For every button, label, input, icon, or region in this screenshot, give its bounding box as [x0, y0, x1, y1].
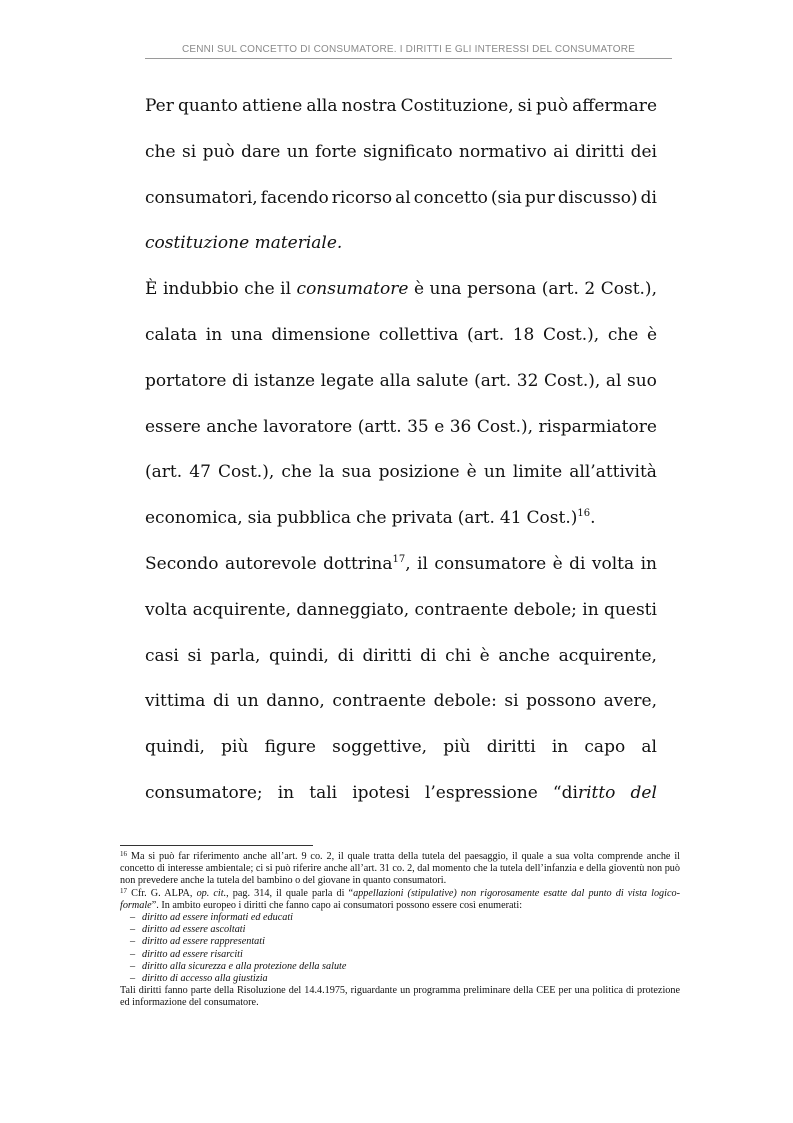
word: chi [445, 645, 472, 666]
body-line-1 [145, 84, 657, 130]
word: di [337, 645, 354, 666]
word: il [417, 553, 428, 574]
rights-list [120, 912, 680, 985]
footnote-number: 17 [120, 886, 127, 895]
word: consumatore; [145, 782, 263, 803]
list-item: – diritto alla sicurezza e alla protezione della salute [130, 960, 347, 972]
word: dottrina [323, 553, 393, 574]
word: significato [363, 141, 453, 162]
list-item: – diritto ad essere ascoltati [130, 924, 246, 936]
word: 36 [449, 416, 472, 437]
body-text [145, 84, 657, 817]
comma: , [405, 553, 411, 574]
word: acquirente, [558, 645, 657, 666]
footnote-prefix: Cfr. G. ALPA, [131, 887, 197, 899]
word: può [202, 141, 235, 162]
word: più [221, 737, 249, 758]
word: “di [552, 782, 578, 803]
word: all’attività [569, 462, 657, 483]
body-line-5 [145, 267, 657, 313]
word: ipotesi [352, 782, 410, 803]
footnote-separator [120, 845, 313, 846]
word: pubblica [276, 508, 352, 529]
word: è [413, 279, 425, 300]
word: Costituzione, [400, 96, 514, 116]
word: dare [241, 141, 281, 162]
word: può [536, 96, 569, 116]
body-line-9 [145, 450, 657, 496]
word: privata [391, 508, 453, 529]
word: una [230, 324, 263, 345]
running-header: CENNI SUL CONCETTO DI CONSUMATORE. I DIRITTI E GLI INTERESSI DEL CONSUMATORE [181, 44, 636, 55]
list-item-text: diritto alla sicurezza e alla protezione della salute [142, 960, 347, 972]
quoted-term [553, 771, 615, 817]
word: tali [309, 782, 338, 803]
footnote-mid: , pag. 314, il quale parla di “ [226, 887, 354, 899]
word: si [517, 96, 532, 116]
word: normativo [459, 141, 547, 162]
body-line-16 [145, 771, 657, 817]
footnote-after: ”. In ambito europeo i diritti che fanno capo ai consumatori possono essere così enumerati: [151, 899, 523, 911]
word: acquirente, [192, 599, 291, 620]
word: concetto [413, 187, 488, 208]
word: È [145, 279, 158, 300]
word: volta [145, 599, 188, 620]
word: forte [315, 141, 357, 162]
list-item-text: diritto ad essere rappresentati [142, 936, 265, 948]
body-line-12 [145, 588, 657, 634]
word: 32 [516, 370, 539, 391]
word: questi [604, 599, 657, 620]
word: 47 [189, 462, 211, 483]
word: autorevole [224, 553, 317, 574]
list-item: – diritto ad essere informati ed educati [130, 912, 294, 924]
footnotes [120, 851, 680, 1010]
word: che [607, 324, 639, 345]
footnote-closing: Tali diritti fanno parte della Risoluzione del 14.4.1975, riguardante un programma preliminare della CEE per una politica di protezione ed informazione del consumatore. [120, 985, 680, 1009]
word: anche [206, 416, 258, 437]
word: al [395, 187, 411, 208]
word: di [569, 553, 586, 574]
footnote-quote: appellazioni (stipulative) non rigorosamente esatte dal punto di vista logico-formale [120, 887, 680, 911]
word: in [551, 737, 569, 758]
word: è [466, 462, 477, 483]
word: quindi, [145, 737, 205, 758]
word: ai [553, 141, 569, 162]
word: in [640, 553, 657, 574]
word: il [280, 279, 292, 300]
list-item: – diritto di accesso alla giustizia [130, 973, 268, 985]
word: persona [467, 279, 537, 300]
body-line-13 [145, 634, 657, 680]
word: parla, [210, 645, 261, 666]
body-line-2 [145, 130, 657, 176]
footnote-number: 16 [120, 850, 127, 858]
word: si [187, 645, 202, 666]
word: l’espressione [424, 782, 538, 803]
word: (artt. [357, 416, 402, 437]
word: un [236, 691, 259, 712]
word: (art. [541, 279, 579, 300]
word: pur [524, 187, 555, 208]
word: Cost.), [544, 370, 601, 391]
word: figure [264, 737, 316, 758]
word: di [420, 645, 437, 666]
italic-term: costituzione materiale. [145, 233, 343, 254]
body-line-14 [145, 679, 657, 725]
list-item-text: diritto ad essere informati ed educati [142, 912, 294, 924]
word: che [281, 462, 312, 483]
word: Cost.), [218, 462, 275, 483]
footnote-text: Ma si può far riferimento anche all’art. 9 co. 2, il quale tratta della tutela del paesaggio, il quale a sua volta comprende anche il concetto di interesse ambientale; ci si può riferire anche all’art. 31 co. 2, dal momento che la tutela dell’infanzia e della gioventù non può non prevedere anche la tutela del bambino o del giovane in quanto consumatori. [120, 851, 680, 887]
word: calata [145, 324, 198, 345]
word: danneggiato, [296, 599, 410, 620]
word: al [605, 370, 622, 391]
word: vittima [145, 691, 206, 712]
word: quindi, [269, 645, 329, 666]
word: un [286, 141, 309, 162]
word: è [646, 324, 657, 345]
word: affermare [572, 96, 657, 116]
list-item-text: diritto ad essere ascoltati [142, 924, 246, 936]
word: risparmiatore [538, 416, 657, 437]
word: alla [379, 370, 411, 391]
list-item: – diritto ad essere risarciti [130, 948, 243, 960]
word: in [205, 324, 223, 345]
word: legate [320, 370, 375, 391]
word: diritti [362, 645, 412, 666]
word: capo [584, 737, 626, 758]
list-item: – diritto ad essere rappresentati [130, 936, 265, 948]
word: Cost.), [476, 416, 534, 437]
word: sia [247, 508, 272, 529]
word: alla [306, 96, 338, 116]
italic-term: ritto [577, 782, 616, 803]
word: lavoratore [263, 416, 353, 437]
word: si [181, 141, 197, 162]
word: dei [630, 141, 657, 162]
word: di [232, 370, 249, 391]
word: economica, [145, 508, 243, 529]
word: volta [591, 553, 635, 574]
body-line-4 [145, 221, 657, 267]
word: che [356, 508, 387, 529]
word: attiene [241, 96, 303, 116]
word: è [552, 553, 563, 574]
word: e [434, 416, 445, 437]
word: casi [145, 645, 179, 666]
word: debole: [433, 691, 497, 712]
word: collettiva [378, 324, 459, 345]
word: (art. [145, 462, 183, 483]
italic-term: del [630, 782, 657, 803]
word: suo [627, 370, 657, 391]
footnote-ref-16[interactable]: 16 [577, 508, 591, 520]
footnote-16 [120, 851, 680, 888]
word: che [145, 141, 176, 162]
word: Cost.) [526, 508, 578, 529]
body-line-3 [145, 176, 657, 222]
list-item-text: diritto di accesso alla giustizia [142, 973, 268, 985]
word: contraente [332, 691, 427, 712]
word: facendo [260, 187, 329, 208]
header-rule [145, 58, 672, 59]
word: è [479, 645, 490, 666]
word: anche [498, 645, 550, 666]
italic-term: consumatore [296, 279, 409, 300]
word: quanto [177, 96, 238, 116]
body-line-7 [145, 359, 657, 405]
word: (art. [457, 508, 495, 529]
word: 2 [584, 279, 596, 300]
word: 35 [407, 416, 429, 437]
footnote-op-cit: op. cit. [196, 887, 227, 899]
word: dimensione [271, 324, 371, 345]
word: al [641, 737, 657, 758]
word: diritti [486, 737, 536, 758]
word: debole; [513, 599, 577, 620]
word-with-footnote [323, 542, 411, 588]
word: limite [512, 462, 563, 483]
word: una [429, 279, 462, 300]
word: in [277, 782, 295, 803]
word: (art. [474, 370, 512, 391]
footnote-ref-17[interactable]: 17 [392, 553, 406, 565]
word: si [504, 691, 519, 712]
word: posizione [378, 462, 460, 483]
word: diritti [575, 141, 625, 162]
word: Cost.), [542, 324, 600, 345]
word: un [483, 462, 506, 483]
word: ricorso [331, 187, 393, 208]
word: in [582, 599, 599, 620]
word: di [212, 691, 230, 712]
word: Cost.), [600, 279, 657, 300]
word: portatore [145, 370, 227, 391]
word: soggettive, [332, 737, 428, 758]
word: avere, [603, 691, 657, 712]
word: 18 [512, 324, 535, 345]
word: consumatore [434, 553, 547, 574]
word: indubbio [162, 279, 239, 300]
word: (art. [467, 324, 505, 345]
word: danno, [266, 691, 325, 712]
body-line-10 [145, 496, 657, 542]
word: istanze [253, 370, 316, 391]
word: più [443, 737, 471, 758]
body-line-6 [145, 313, 657, 359]
period: . [590, 508, 596, 529]
word: essere [145, 416, 201, 437]
word: (sia [490, 187, 522, 208]
word: la [319, 462, 335, 483]
word: di [640, 187, 657, 208]
body-line-11 [145, 542, 657, 588]
word-with-footnote [527, 496, 596, 542]
word: Secondo [145, 553, 219, 574]
word: che [244, 279, 275, 300]
word: consumatori, [145, 187, 258, 208]
word: Per [145, 96, 174, 116]
word: salute [416, 370, 469, 391]
word: contraente [414, 599, 509, 620]
word: sua [341, 462, 372, 483]
word: nostra [341, 96, 397, 116]
body-line-8 [145, 405, 657, 451]
word: possono [526, 691, 597, 712]
footnote-17 [120, 888, 680, 912]
body-line-15 [145, 725, 657, 771]
word: 41 [499, 508, 522, 529]
word: discusso) [557, 187, 638, 208]
list-item-text: diritto ad essere risarciti [142, 948, 243, 960]
